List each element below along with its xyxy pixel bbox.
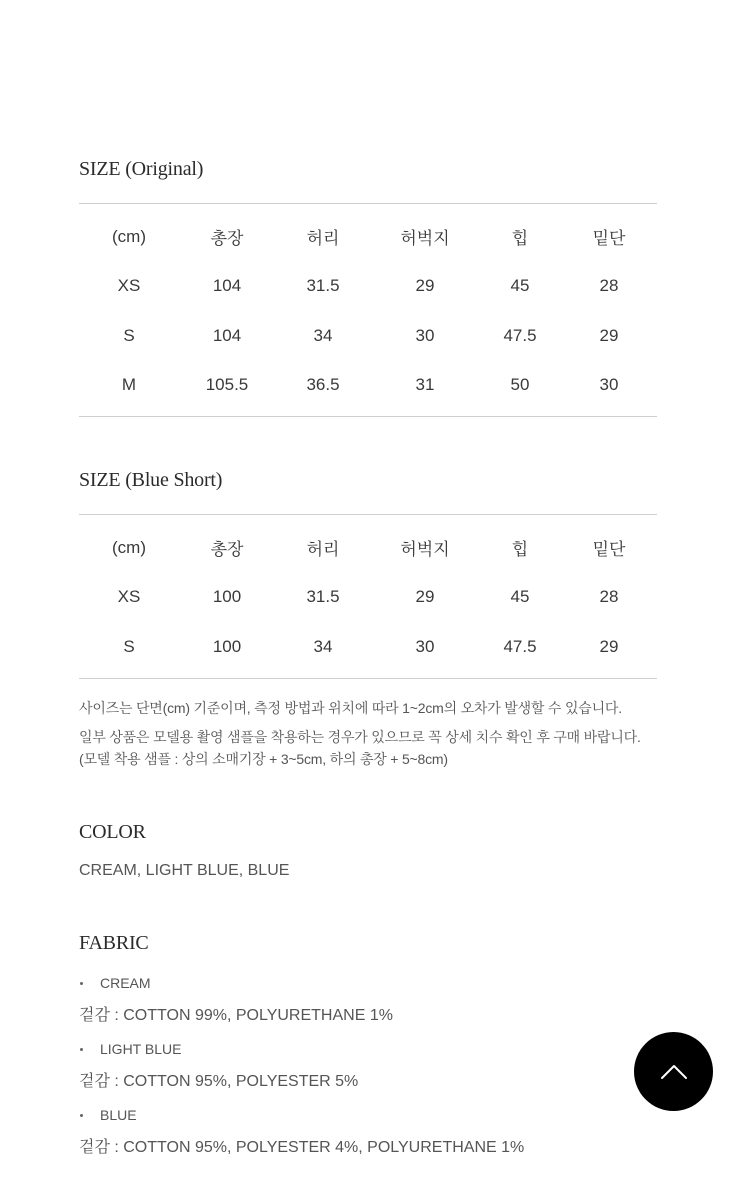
table-cell: 29: [415, 587, 435, 607]
fabric-composition: 겉감 : COTTON 99%, POLYURETHANE 1%: [79, 1007, 393, 1024]
size-label-cell: XS: [117, 276, 141, 296]
table-cell: 104: [212, 276, 242, 296]
table-cell: 36.5: [306, 375, 340, 395]
table-cell: 31: [415, 375, 435, 395]
column-header: 밑단: [592, 229, 626, 249]
table-cell: 31.5: [306, 587, 340, 607]
column-header: 총장: [210, 229, 244, 249]
table-cell: 30: [599, 375, 619, 395]
column-header: 허벅지: [400, 540, 450, 560]
column-header: 허리: [306, 229, 340, 249]
table-cell: 45: [510, 587, 530, 607]
table-row: [79, 262, 657, 312]
table-cell: 34: [313, 636, 333, 656]
size-label-cell: S: [123, 636, 135, 656]
fabric-composition: 겉감 : COTTON 95%, POLYESTER 4%, POLYURETHANE 1%: [79, 1139, 525, 1156]
fabric-title: FABRIC: [79, 932, 149, 954]
fabric-color-name: BLUE: [100, 1107, 137, 1123]
size-note-model-spec: (모델 착용 샘플 : 상의 소매기장 + 3~5cm, 하의 총장 + 5~8cm): [79, 751, 448, 767]
column-header: 밑단: [592, 540, 626, 560]
table-cell: 28: [599, 276, 619, 296]
table-cell: 100: [212, 587, 242, 607]
size-label-cell: M: [121, 375, 137, 395]
table-header-row: [79, 204, 657, 262]
chevron-up-icon: [659, 1063, 689, 1081]
table-row: [79, 311, 657, 361]
fabric-color-name: LIGHT BLUE: [100, 1041, 182, 1057]
fabric-color-name: CREAM: [100, 975, 151, 991]
table-cell: 45: [510, 276, 530, 296]
size-label-cell: S: [123, 325, 135, 345]
column-header: 힙: [511, 229, 529, 249]
column-header: (cm): [112, 537, 146, 557]
table-cell: 104: [212, 325, 242, 345]
table-cell: 31.5: [306, 276, 340, 296]
fabric-item-cream: [79, 973, 599, 1025]
table-cell: 30: [415, 325, 435, 345]
bullet-icon: [80, 1048, 83, 1051]
table-cell: 29: [599, 325, 619, 345]
table-cell: 29: [599, 636, 619, 656]
table-cell: 30: [415, 636, 435, 656]
bullet-icon: [80, 1114, 83, 1117]
size-original-title: SIZE (Original): [79, 158, 204, 180]
column-header: 허리: [306, 540, 340, 560]
table-header-row: [79, 515, 657, 573]
column-header: 총장: [210, 540, 244, 560]
table-cell: 50: [510, 375, 530, 395]
fabric-item-light-blue: [79, 1039, 599, 1091]
column-header: (cm): [112, 226, 146, 246]
table-cell: 47.5: [503, 636, 537, 656]
fabric-composition: 겉감 : COTTON 95%, POLYESTER 5%: [79, 1073, 359, 1090]
table-row: [79, 622, 657, 678]
table-row: [79, 361, 657, 417]
table-cell: 105.5: [205, 375, 249, 395]
scroll-to-top-button[interactable]: [634, 1032, 713, 1111]
size-original-table: [79, 203, 657, 417]
size-note-model-sample: 일부 상품은 모델용 촬영 샘플을 착용하는 경우가 있으므로 꼭 상세 치수 확인 후 구매 바랍니다.: [79, 729, 641, 745]
column-header: 힙: [511, 540, 529, 560]
size-blue-short-table: [79, 514, 657, 679]
table-cell: 47.5: [503, 325, 537, 345]
size-blue-short-title: SIZE (Blue Short): [79, 469, 223, 491]
table-row: [79, 573, 657, 623]
table-cell: 29: [415, 276, 435, 296]
fabric-item-blue: [79, 1105, 599, 1157]
size-note-measurement: 사이즈는 단면(cm) 기준이며, 측정 방법과 위치에 따라 1~2cm의 오차가 발생할 수 있습니다.: [79, 700, 622, 716]
table-cell: 34: [313, 325, 333, 345]
column-header: 허벅지: [400, 229, 450, 249]
table-cell: 28: [599, 587, 619, 607]
table-cell: 100: [212, 636, 242, 656]
size-label-cell: XS: [117, 587, 141, 607]
color-title: COLOR: [79, 821, 146, 843]
bullet-icon: [80, 982, 83, 985]
color-options: CREAM, LIGHT BLUE, BLUE: [79, 862, 290, 879]
